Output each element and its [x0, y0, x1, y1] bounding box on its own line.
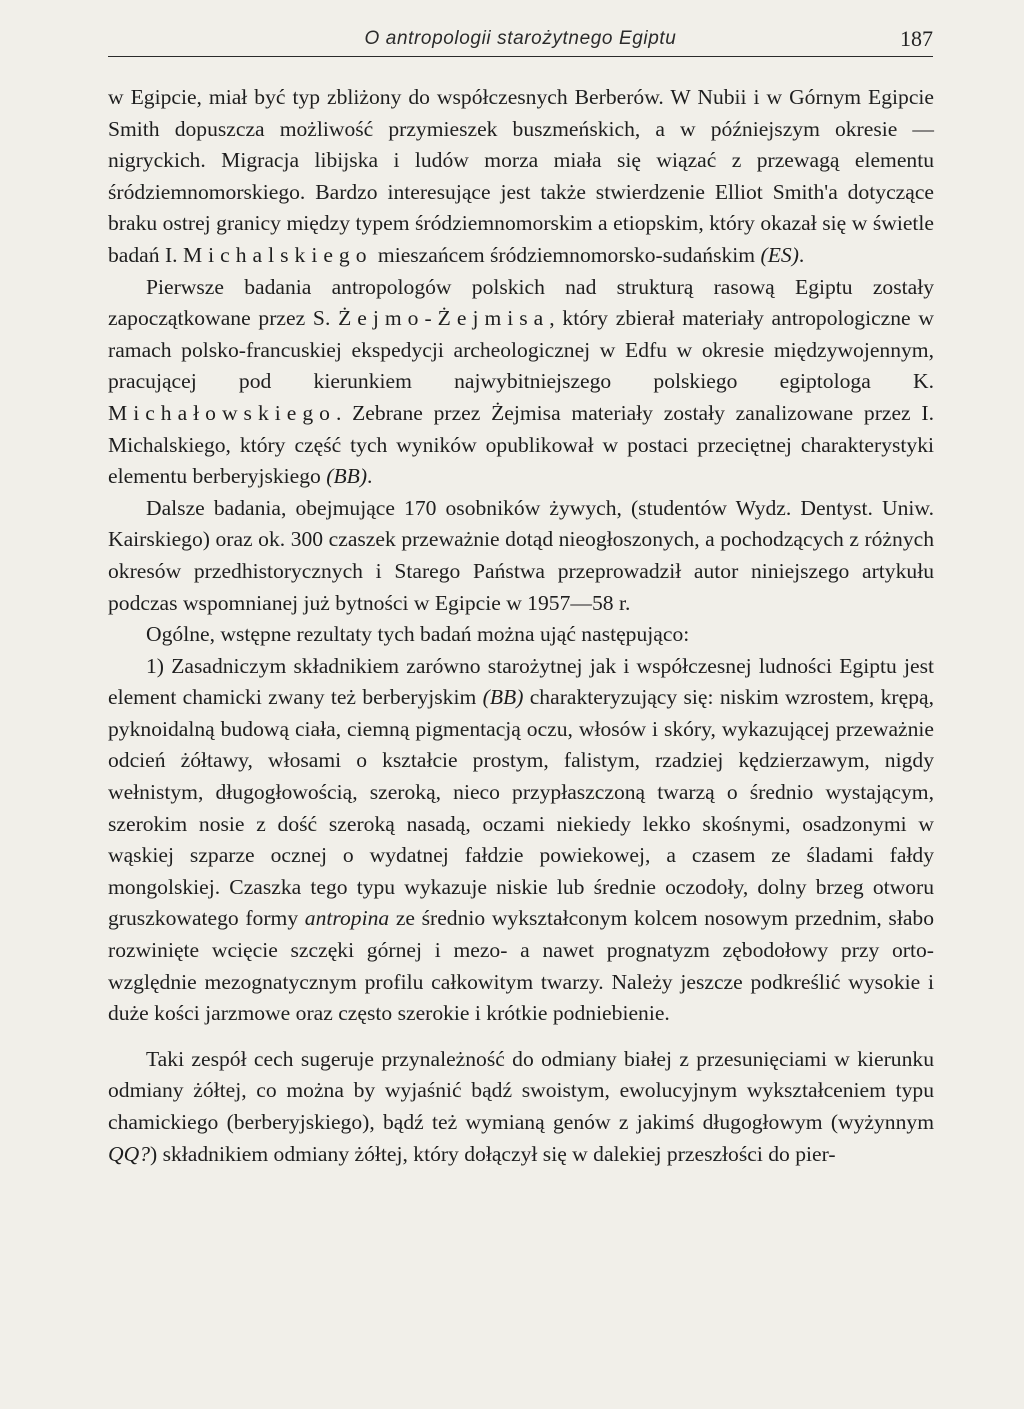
- author-name-spaced: Żejmo-Żejmisa: [338, 306, 550, 331]
- type-abbreviation: (ES): [760, 242, 799, 267]
- page-number: 187: [900, 26, 933, 51]
- running-header: [108, 26, 933, 57]
- paragraph-interpretation: Taki zespół cech sugeruje przynależność do odmiany białej z przesunięciami w kierunku odmiany żółtej, co można by wyjaśnić bądź swoistym, ewolucyjnym wykształceniem typu chamickiego (berberyjskiego), bądź też wymianą genów z jakimś długogłowym (wyżynnym QQ?) składnikiem odmiany żółtej, który dołączył się w dalekiej przeszłości do pier-: [108, 1046, 934, 1166]
- paragraph-results-intro: Ogólne, wstępne rezultaty tych badań można ująć następująco:: [146, 622, 690, 647]
- paragraph-polish-research: Pierwsze badania antropologów polskich nad strukturą rasową Egiptu zostały zapoczątkowane przez S. Żejmo-Żejmisa, który zbierał materiały antropologiczne w ramach polsko-francuskiej ekspedycji archeologicznej w Edfu w okresie międzywojennym, pracującej pod kierunkiem najwybitniejszego polskiego egiptologa K. Michałowskiego. Zebrane przez Żejmisa materiały zostały zanalizowane przez I. Michalskiego, który część tych wyników opublikował w postaci przeciętnej charakterystyki elementu berberyjskiego (BB).: [108, 274, 934, 489]
- author-name-spaced: Michałowskiego: [108, 400, 336, 425]
- italic-term: antropina: [304, 906, 390, 931]
- paragraph-further-research: Dalsze badania, obejmujące 170 osobników żywych, (studentów Wydz. Dentyst. Uniw. Kairskiego) oraz ok. 300 czaszek przeważnie dotąd nieogłoszonych, a pochodzących z różnych okresów przedhistorycznych i Starego Państwa przeprowadził autor niniejszego artykułu podczas wspomnianej już bytności w Egipcie w 1957—58 r.: [108, 495, 934, 615]
- type-abbreviation: QQ?: [108, 1141, 150, 1166]
- type-abbreviation: (BB): [482, 685, 524, 710]
- paragraph-result-1: 1) Zasadniczym składnikiem zarówno starożytnej jak i współczesnej ludności Egiptu jest element chamicki zwany też berberyjskim (BB) charakteryzujący się: niskim wzrostem, krępą, pyknoidalną budową ciała, ciemną pigmentacją oczu, włosów i skóry, wykazującej przeważnie odcień żółtawy, włosami o kształcie prostym, falistym, rzadziej kędzierzawym, nigdy wełnistym, długogłowością, szeroką, nieco przypłaszczoną twarzą o średnio wystającym, szerokim nosie z dość szeroką nasadą, oczami niekiedy lekko skośnymi, osadzonymi w wąskiej szparze ocznej o wydatnej fałdzie powiekowej, a czasem ze śladami fałdy mongolskiej. Czaszka tego typu wykazuje niskie lub średnie oczodoły, dolny brzeg otworu gruszkowatego formy antropina ze średnio wykształconym kolcem nosowym przednim, słabo rozwinięte wcięcie szczęki górnej i mezo- a nawet prognatyzm zębodołowy przy orto- względnie mezognatycznym profilu całkowitym twarzy. Należy jeszcze podkreślić wysokie i duże kości jarzmowe oraz często szerokie i krótkie podniebienie.: [108, 653, 934, 1026]
- page-body: [108, 82, 934, 1170]
- running-title: O antropologii starożytnego Egiptu: [364, 28, 677, 49]
- type-abbreviation: (BB): [326, 464, 368, 489]
- paragraph-continuation: w Egipcie, miał być typ zbliżony do współczesnych Berberów. W Nubii i w Górnym Egipcie Smith dopuszcza możliwość przymieszek buszmeńskich, a w późniejszym okresie — nigryckich. Migracja libijska i ludów morza miała się wiązać z przewagą elementu śródziemnomorskiego. Bardzo interesujące jest także stwierdzenie Elliot Smith'a dotyczące braku ostrej granicy między typem śródziemnomorskim a etiopskim, który okazał się w świetle badań I. Michalskiego mieszańcem śródziemnomorsko-sudańskim (ES).: [108, 85, 934, 267]
- author-name-spaced: Michalskiego: [182, 242, 373, 267]
